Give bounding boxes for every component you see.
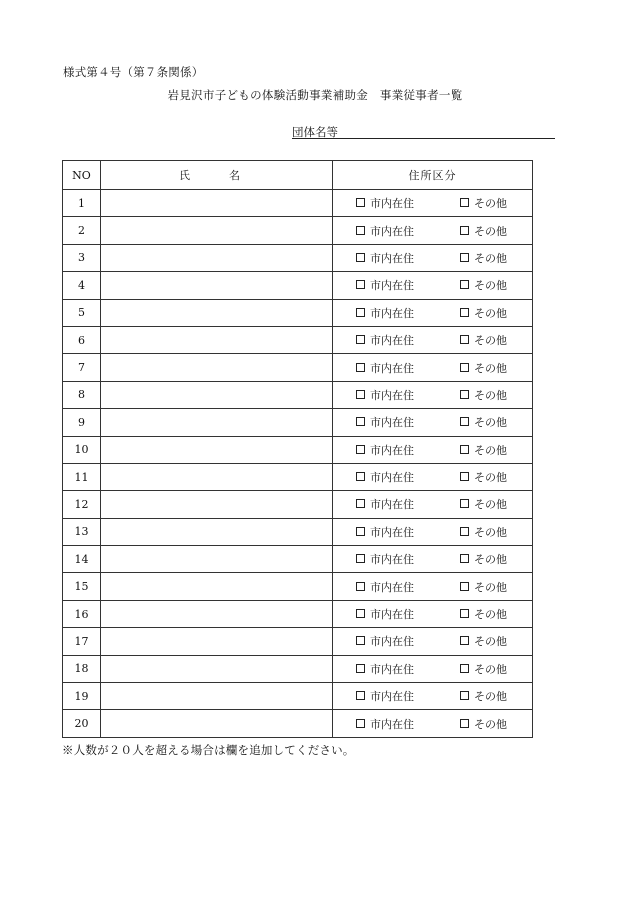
checkbox-icon[interactable] <box>460 582 469 591</box>
option-other-label: その他 <box>474 635 507 649</box>
organization-name-field[interactable] <box>292 124 555 139</box>
option-inside-label: 市内在住 <box>370 334 414 348</box>
option-other-label: その他 <box>474 416 507 430</box>
row-number: 5 <box>63 299 101 326</box>
name-cell[interactable] <box>101 463 333 490</box>
address-category-cell <box>333 272 533 299</box>
checkbox-icon[interactable] <box>356 499 365 508</box>
option-other-label: その他 <box>474 251 507 265</box>
checkbox-icon[interactable] <box>356 664 365 673</box>
name-cell[interactable] <box>101 600 333 627</box>
table-row <box>63 326 533 353</box>
option-inside-label: 市内在住 <box>370 197 414 211</box>
option-inside-label: 市内在住 <box>370 224 414 238</box>
checkbox-icon[interactable] <box>460 226 469 235</box>
option-other[interactable] <box>460 195 507 211</box>
table-row <box>63 655 533 682</box>
option-other-label: その他 <box>474 361 507 375</box>
option-other[interactable] <box>460 524 507 540</box>
row-number: 2 <box>63 217 101 244</box>
checkbox-icon[interactable] <box>356 636 365 645</box>
staff-roster-table <box>62 160 533 738</box>
name-cell[interactable] <box>101 655 333 682</box>
option-inside-city[interactable] <box>356 661 414 677</box>
checkbox-icon[interactable] <box>460 472 469 481</box>
form-number: 様式第４号（第７条関係） <box>63 65 204 79</box>
address-category-cell <box>333 518 533 545</box>
option-inside-label: 市内在住 <box>370 690 414 704</box>
footnote: ※人数が２０人を超える場合は欄を追加してください。 <box>62 743 355 757</box>
option-other[interactable] <box>460 305 507 321</box>
row-number: 14 <box>63 546 101 573</box>
name-cell[interactable] <box>101 683 333 710</box>
option-inside-label: 市内在住 <box>370 251 414 265</box>
checkbox-icon[interactable] <box>356 363 365 372</box>
table-row <box>63 710 533 737</box>
checkbox-icon[interactable] <box>460 499 469 508</box>
option-other[interactable] <box>460 414 507 430</box>
table-row <box>63 600 533 627</box>
checkbox-icon[interactable] <box>356 335 365 344</box>
option-other[interactable] <box>460 633 507 649</box>
name-cell[interactable] <box>101 409 333 436</box>
option-inside-label: 市内在住 <box>370 279 414 293</box>
checkbox-icon[interactable] <box>356 445 365 454</box>
name-cell[interactable] <box>101 491 333 518</box>
table-row <box>63 409 533 436</box>
option-other[interactable] <box>460 496 507 512</box>
option-inside-city[interactable] <box>356 469 414 485</box>
row-number: 6 <box>63 326 101 353</box>
option-other[interactable] <box>460 223 507 239</box>
table-row <box>63 354 533 381</box>
option-other-label: その他 <box>474 197 507 211</box>
name-cell[interactable] <box>101 436 333 463</box>
checkbox-icon[interactable] <box>356 554 365 563</box>
checkbox-icon[interactable] <box>356 609 365 618</box>
row-number: 13 <box>63 518 101 545</box>
option-other-label: その他 <box>474 279 507 293</box>
organization-label: 団体名等 <box>292 125 338 139</box>
checkbox-icon[interactable] <box>460 609 469 618</box>
option-other[interactable] <box>460 469 507 485</box>
option-inside-city[interactable] <box>356 716 414 732</box>
checkbox-icon[interactable] <box>460 308 469 317</box>
checkbox-icon[interactable] <box>460 280 469 289</box>
checkbox-icon[interactable] <box>460 527 469 536</box>
row-number: 10 <box>63 436 101 463</box>
option-inside-city[interactable] <box>356 250 414 266</box>
option-other-label: その他 <box>474 443 507 457</box>
option-other-label: その他 <box>474 224 507 238</box>
row-number: 17 <box>63 628 101 655</box>
address-category-cell <box>333 546 533 573</box>
option-other[interactable] <box>460 716 507 732</box>
row-number: 16 <box>63 600 101 627</box>
option-other-label: その他 <box>474 525 507 539</box>
option-other-label: その他 <box>474 498 507 512</box>
row-number: 3 <box>63 244 101 271</box>
table-row <box>63 683 533 710</box>
checkbox-icon[interactable] <box>460 417 469 426</box>
checkbox-icon[interactable] <box>460 554 469 563</box>
table-row <box>63 546 533 573</box>
option-inside-city[interactable] <box>356 277 414 293</box>
row-number: 9 <box>63 409 101 436</box>
name-cell[interactable] <box>101 628 333 655</box>
option-other[interactable] <box>460 250 507 266</box>
option-inside-label: 市内在住 <box>370 662 414 676</box>
option-inside-label: 市内在住 <box>370 416 414 430</box>
option-other[interactable] <box>460 579 507 595</box>
table-row <box>63 217 533 244</box>
option-inside-city[interactable] <box>356 223 414 239</box>
option-other[interactable] <box>460 332 507 348</box>
address-category-cell <box>333 655 533 682</box>
option-inside-label: 市内在住 <box>370 361 414 375</box>
option-inside-city[interactable] <box>356 387 414 403</box>
option-inside-label: 市内在住 <box>370 580 414 594</box>
option-other-label: その他 <box>474 471 507 485</box>
name-cell[interactable] <box>101 710 333 737</box>
option-other-label: その他 <box>474 334 507 348</box>
address-category-cell <box>333 299 533 326</box>
checkbox-icon[interactable] <box>356 691 365 700</box>
row-number: 18 <box>63 655 101 682</box>
table-row <box>63 299 533 326</box>
row-number: 8 <box>63 381 101 408</box>
checkbox-icon[interactable] <box>460 691 469 700</box>
option-inside-label: 市内在住 <box>370 525 414 539</box>
option-inside-city[interactable] <box>356 524 414 540</box>
option-other[interactable] <box>460 360 507 376</box>
checkbox-icon[interactable] <box>356 198 365 207</box>
option-inside-label: 市内在住 <box>370 388 414 402</box>
name-cell[interactable] <box>101 299 333 326</box>
address-category-cell <box>333 217 533 244</box>
header-no: NO <box>63 161 101 190</box>
address-category-cell <box>333 326 533 353</box>
checkbox-icon[interactable] <box>460 636 469 645</box>
option-other[interactable] <box>460 606 507 622</box>
name-cell[interactable] <box>101 573 333 600</box>
row-number: 1 <box>63 190 101 217</box>
checkbox-icon[interactable] <box>460 335 469 344</box>
roster-body <box>63 190 533 738</box>
option-inside-city[interactable] <box>356 195 414 211</box>
table-row <box>63 573 533 600</box>
checkbox-icon[interactable] <box>460 664 469 673</box>
document-title: 岩見沢市子どもの体験活動事業補助金 事業従事者一覧 <box>167 88 463 102</box>
option-other-label: その他 <box>474 690 507 704</box>
table-row <box>63 491 533 518</box>
address-category-cell <box>333 573 533 600</box>
checkbox-icon[interactable] <box>356 527 365 536</box>
option-inside-city[interactable] <box>356 688 414 704</box>
option-other-label: その他 <box>474 388 507 402</box>
row-number: 15 <box>63 573 101 600</box>
option-inside-label: 市内在住 <box>370 498 414 512</box>
table-row <box>63 463 533 490</box>
address-category-cell <box>333 710 533 737</box>
option-inside-city[interactable] <box>356 332 414 348</box>
option-other-label: その他 <box>474 580 507 594</box>
address-category-cell <box>333 409 533 436</box>
address-category-cell <box>333 683 533 710</box>
option-other-label: その他 <box>474 662 507 676</box>
option-other-label: その他 <box>474 608 507 622</box>
option-inside-city[interactable] <box>356 579 414 595</box>
option-inside-city[interactable] <box>356 305 414 321</box>
name-cell[interactable] <box>101 190 333 217</box>
option-inside-label: 市内在住 <box>370 553 414 567</box>
row-number: 20 <box>63 710 101 737</box>
table-row <box>63 381 533 408</box>
address-category-cell <box>333 628 533 655</box>
option-inside-city[interactable] <box>356 633 414 649</box>
header-name: 氏 名 <box>101 161 333 190</box>
option-other[interactable] <box>460 688 507 704</box>
checkbox-icon[interactable] <box>356 280 365 289</box>
name-cell[interactable] <box>101 326 333 353</box>
name-cell[interactable] <box>101 244 333 271</box>
checkbox-icon[interactable] <box>356 472 365 481</box>
address-category-cell <box>333 600 533 627</box>
row-number: 11 <box>63 463 101 490</box>
option-inside-label: 市内在住 <box>370 608 414 622</box>
name-cell[interactable] <box>101 217 333 244</box>
checkbox-icon[interactable] <box>356 582 365 591</box>
table-header-row <box>63 161 533 190</box>
checkbox-icon[interactable] <box>460 253 469 262</box>
option-inside-label: 市内在住 <box>370 717 414 731</box>
checkbox-icon[interactable] <box>460 719 469 728</box>
option-inside-label: 市内在住 <box>370 635 414 649</box>
address-category-cell <box>333 463 533 490</box>
checkbox-icon[interactable] <box>356 417 365 426</box>
option-other[interactable] <box>460 277 507 293</box>
checkbox-icon[interactable] <box>460 198 469 207</box>
option-other-label: その他 <box>474 553 507 567</box>
option-other[interactable] <box>460 387 507 403</box>
row-number: 12 <box>63 491 101 518</box>
option-inside-city[interactable] <box>356 551 414 567</box>
name-cell[interactable] <box>101 272 333 299</box>
row-number: 4 <box>63 272 101 299</box>
option-other-label: その他 <box>474 306 507 320</box>
address-category-cell <box>333 381 533 408</box>
table-row <box>63 518 533 545</box>
option-inside-city[interactable] <box>356 414 414 430</box>
option-other[interactable] <box>460 442 507 458</box>
option-inside-city[interactable] <box>356 360 414 376</box>
table-row <box>63 244 533 271</box>
address-category-cell <box>333 244 533 271</box>
option-inside-label: 市内在住 <box>370 471 414 485</box>
option-inside-label: 市内在住 <box>370 443 414 457</box>
row-number: 7 <box>63 354 101 381</box>
name-cell[interactable] <box>101 546 333 573</box>
address-category-cell <box>333 190 533 217</box>
option-other-label: その他 <box>474 717 507 731</box>
option-inside-city[interactable] <box>356 442 414 458</box>
address-category-cell <box>333 491 533 518</box>
address-category-cell <box>333 436 533 463</box>
checkbox-icon[interactable] <box>460 390 469 399</box>
table-row <box>63 436 533 463</box>
checkbox-icon[interactable] <box>356 253 365 262</box>
option-other[interactable] <box>460 661 507 677</box>
checkbox-icon[interactable] <box>356 308 365 317</box>
table-row <box>63 272 533 299</box>
checkbox-icon[interactable] <box>356 226 365 235</box>
name-cell[interactable] <box>101 381 333 408</box>
table-row <box>63 628 533 655</box>
checkbox-icon[interactable] <box>460 445 469 454</box>
checkbox-icon[interactable] <box>356 719 365 728</box>
option-inside-city[interactable] <box>356 606 414 622</box>
option-inside-city[interactable] <box>356 496 414 512</box>
option-inside-label: 市内在住 <box>370 306 414 320</box>
header-address-category: 住所区分 <box>333 161 533 190</box>
checkbox-icon[interactable] <box>460 363 469 372</box>
address-category-cell <box>333 354 533 381</box>
name-cell[interactable] <box>101 354 333 381</box>
name-cell[interactable] <box>101 518 333 545</box>
row-number: 19 <box>63 683 101 710</box>
table-row <box>63 190 533 217</box>
checkbox-icon[interactable] <box>356 390 365 399</box>
option-other[interactable] <box>460 551 507 567</box>
